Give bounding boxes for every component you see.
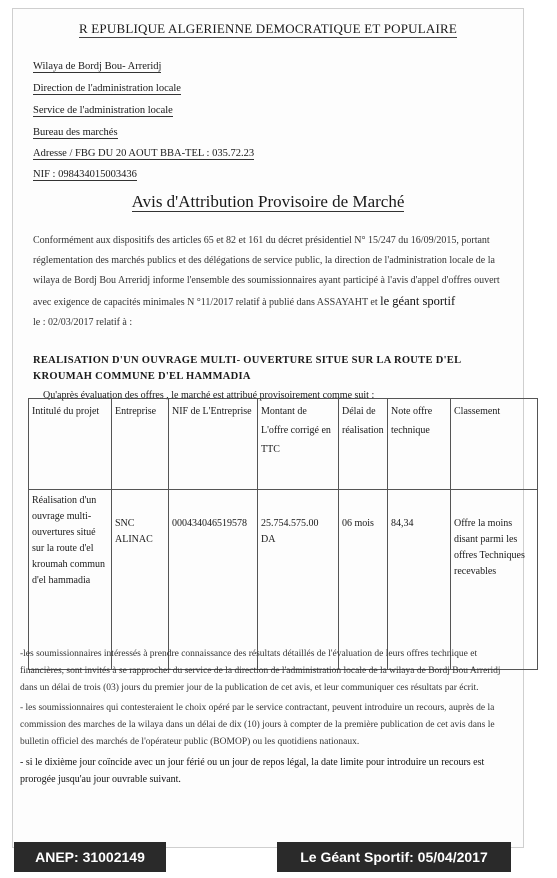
republic-heading: R EPUBLIQUE ALGERIENNE DEMOCRATIQUE ET POPULAIRE [78, 21, 458, 36]
cell-delai: 06 mois [339, 490, 388, 670]
cell-projet: Réalisation d'un ouvrage multi-ouvertures situé sur la route d'el kroumah commun d'el hammadia [29, 490, 112, 670]
publication-badge: Le Géant Sportif: 05/04/2017 [277, 842, 511, 872]
header-note: Note offre technique [388, 399, 451, 490]
header-montant: Montant de L'offre corrigé en TTC [258, 399, 339, 490]
table-header-row [29, 399, 538, 490]
header-projet: Intitulé du projet [29, 399, 112, 490]
anep-badge: ANEP: 31002149 [14, 842, 166, 872]
market-object: REALISATION D'UN OUVRAGE MULTI- OUVERTURE SITUE SUR LA ROUTE D'EL KROUMAH COMMUNE D'EL HAMMADIA [33, 355, 461, 382]
header-wilaya: Wilaya de Bordj Bou- Arreridj [33, 61, 162, 72]
header-service: Service de l'administration locale [33, 105, 173, 116]
notes-section [20, 646, 504, 791]
header-direction: Direction de l'administration locale [33, 83, 181, 94]
intro-paragraph: Conformément aux dispositifs des articles 65 et 82 et 161 du décret présidentiel N° 15/247 du 16/09/2015, portant réglementation des marchés publics et des délégations de service public, la direction de l'administration locale de la wilaya de Bordj Bou Arreridj informe l'ensemble des soumissionnaires ayant participé à l'avis d'appel d'offres ouvert avec exigence de capacités minimales N °11/2017 relatif à publié dans ASSAYAHT et le géant sportif le : 02/03/2017 relatif à : [33, 235, 500, 328]
cell-classement: Offre la moins disant parmi les offres Techniques recevables [451, 490, 538, 670]
header-entreprise: Entreprise [112, 399, 169, 490]
notice-title: Avis d'Attribution Provisoire de Marché [131, 192, 405, 211]
header-delai: Délai de réalisation [339, 399, 388, 490]
cell-montant: 25.754.575.00 DA [258, 490, 339, 670]
evaluation-line: Qu'après évaluation des offres , le marché est attribué provisoirement comme suit : [43, 390, 375, 401]
note-delai: - si le dixième jour coïncide avec un jour férié ou un jour de repos légal, la date limite pour introduire un recours est prorogée jusqu'au jour ouvrable suivant. [20, 757, 485, 785]
note-recours: - les soumissionnaires qui contesteraient le choix opéré par le service contractant, peuvent introduire un recours, auprès de la commission des marches de la wilaya dans un délai de dix (10) jours à compter de la première publication de cet avis dans le bulletin officiel des marchés de l'opérateur public (BOMOP) ou les quotidiens nationaux. [20, 703, 495, 747]
cell-entreprise: SNC ALINAC [112, 490, 169, 670]
header-classement: Classement [451, 399, 538, 490]
newspaper-name: le géant sportif [380, 294, 456, 308]
cell-note: 84,34 [388, 490, 451, 670]
header-bureau: Bureau des marchés [33, 127, 118, 138]
intro-date: le : 02/03/2017 relatif à : [33, 317, 133, 328]
attribution-table [28, 398, 538, 670]
header-nif: NIF de L'Entreprise [169, 399, 258, 490]
note-consultation: -les soumissionnaires intéressés à prendre connaissance des résultats détaillés de l'évaluation de leurs offres technique et financières, sont invités à se rapprocher du service de la direction de l'administration locale de la wilaya de Bordj Bou Arreridj dans un délai de trois (03) jours du premier jour de la publication de cet avis, et leur communiquer ces résultats par écrit. [20, 649, 501, 693]
header-adresse: Adresse / FBG DU 20 AOUT BBA-TEL : 035.72.23 [33, 148, 255, 159]
header-nif: NIF : 098434015003436 [33, 169, 137, 180]
table-row [29, 490, 538, 670]
cell-nif: 000434046519578 [169, 490, 258, 670]
